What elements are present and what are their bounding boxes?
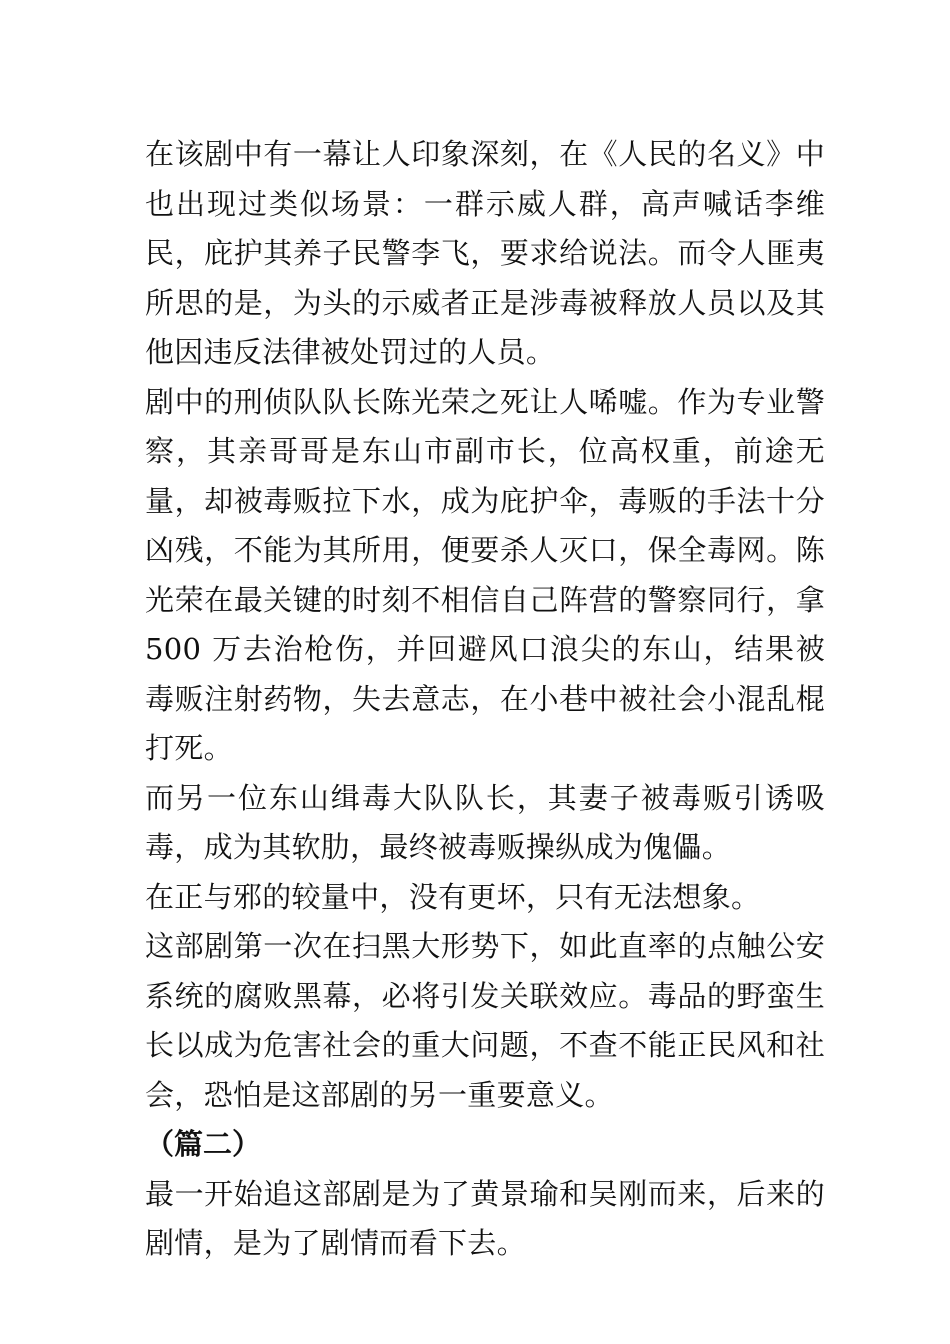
document-body xyxy=(145,130,825,1269)
paragraph-protest-scene: 在该剧中有一幕让人印象深刻，在《人民的名义》中也出现过类似场景：一群示威人群，高声喊话李维民，庇护其养子民警李飞，要求给说法。而令人匪夷所思的是，为头的示威者正是涉毒被释放人员以及其他因违反法律被处罚过的人员。 xyxy=(145,137,825,369)
section-heading: （篇二） xyxy=(145,1127,262,1161)
paragraph-chen-guangrong: 剧中的刑侦队队长陈光荣之死让人唏嘘。作为专业警察，其亲哥哥是东山市副市长，位高权重，前途无量，却被毒贩拉下水，成为庇护伞，毒贩的手法十分凶残，不能为其所用，便要杀人灭口，保全毒网。陈光荣在最关键的时刻不相信自己阵营的警察同行，拿 500 万去治枪伤，并回避风口浪尖的东山，结果被毒贩注射药物，失去意志，在小巷中被社会小混乱棍打死。 xyxy=(145,384,825,765)
paragraph-good-vs-evil: 在正与邪的较量中，没有更坏，只有无法想象。 xyxy=(145,879,761,914)
paragraph-significance: 这部剧第一次在扫黑大形势下，如此直率的点触公安系统的腐败黑幕，必将引发关联效应。毒品的野蛮生长以成为危害社会的重大问题，不查不能正民风和社会，恐怕是这部剧的另一重要意义。 xyxy=(145,929,825,1112)
paragraph-narcotics-captain: 而另一位东山缉毒大队队长，其妻子被毒贩引诱吸毒，成为其软肋，最终被毒贩操纵成为傀儡。 xyxy=(145,780,825,864)
paragraph-part-two-intro: 最一开始追这部剧是为了黄景瑜和吴刚而来，后来的剧情，是为了剧情而看下去。 xyxy=(145,1176,825,1260)
